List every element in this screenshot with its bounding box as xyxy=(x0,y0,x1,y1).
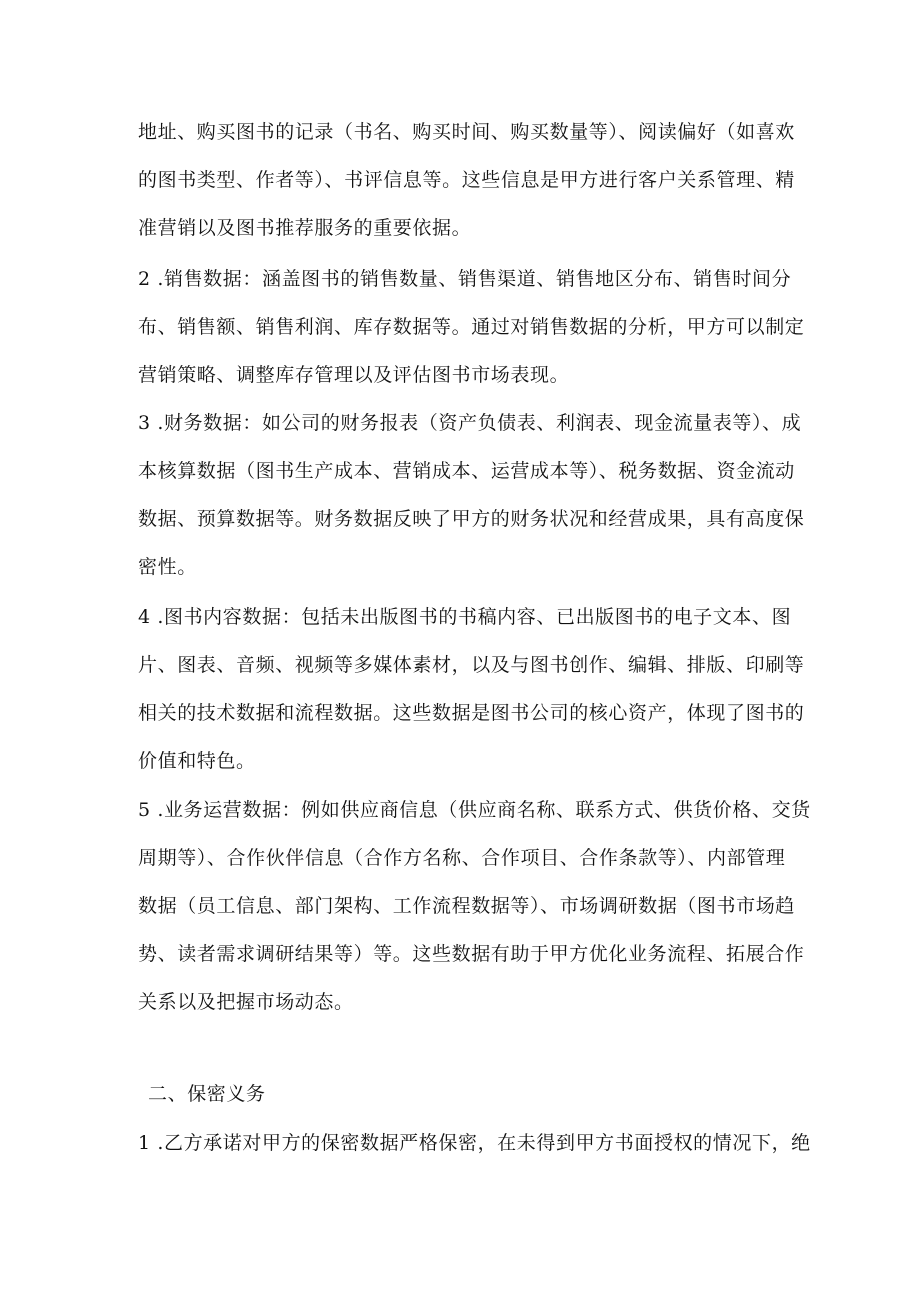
item5-line-5: 关系以及把握市场动态。 xyxy=(138,991,354,1013)
item3-line-4: 密性。 xyxy=(138,556,197,578)
item3-line-2: 本核算数据（图书生产成本、营销成本、运营成本等）、税务数据、资金流动 xyxy=(138,460,795,482)
intro-line-3: 准营销以及图书推荐服务的重要依据。 xyxy=(138,217,472,239)
section2-item1-line-1: 1 .乙方承诺对甲方的保密数据严格保密，在未得到甲方书面授权的情况下，绝 xyxy=(138,1132,811,1154)
item2-line-2: 布、销售额、销售利润、库存数据等。通过对销售数据的分析，甲方可以制定 xyxy=(138,316,805,338)
intro-line-1: 地址、购买图书的记录（书名、购买时间、购买数量等）、阅读偏好（如喜欢 xyxy=(138,121,795,143)
item5-line-4: 势、读者需求调研结果等）等。这些数据有助于甲方优化业务流程、拓展合作 xyxy=(138,943,805,965)
section-heading: 二、保密义务 xyxy=(148,1083,266,1105)
item5-line-2: 周期等）、合作伙伴信息（合作方名称、合作项目、合作条款等）、内部管理 xyxy=(138,847,786,869)
item2-line-1: 2 .销售数据：涵盖图书的销售数量、销售渠道、销售地区分布、销售时间分 xyxy=(138,268,792,290)
item2-line-3: 营销策略、调整库存管理以及评估图书市场表现。 xyxy=(138,364,570,386)
item5-line-1: 5 .业务运营数据：例如供应商信息（供应商名称、联系方式、供货价格、交货 xyxy=(138,799,811,821)
intro-line-2: 的图书类型、作者等）、书评信息等。这些信息是甲方进行客户关系管理、精 xyxy=(138,169,795,191)
item4-line-1: 4 .图书内容数据：包括未出版图书的书稿内容、已出版图书的电子文本、图 xyxy=(138,606,792,628)
item3-line-1: 3 .财务数据：如公司的财务报表（资产负债表、利润表、现金流量表等）、成 xyxy=(138,412,802,434)
item5-line-3: 数据（员工信息、部门架构、工作流程数据等）、市场调研数据（图书市场趋 xyxy=(138,895,795,917)
item4-line-3: 相关的技术数据和流程数据。这些数据是图书公司的核心资产，体现了图书的 xyxy=(138,702,805,724)
item4-line-4: 价值和特色。 xyxy=(138,750,256,772)
item4-line-2: 片、图表、音频、视频等多媒体素材，以及与图书创作、编辑、排版、印刷等 xyxy=(138,654,805,676)
item3-line-3: 数据、预算数据等。财务数据反映了甲方的财务状况和经营成果，具有高度保 xyxy=(138,508,805,530)
